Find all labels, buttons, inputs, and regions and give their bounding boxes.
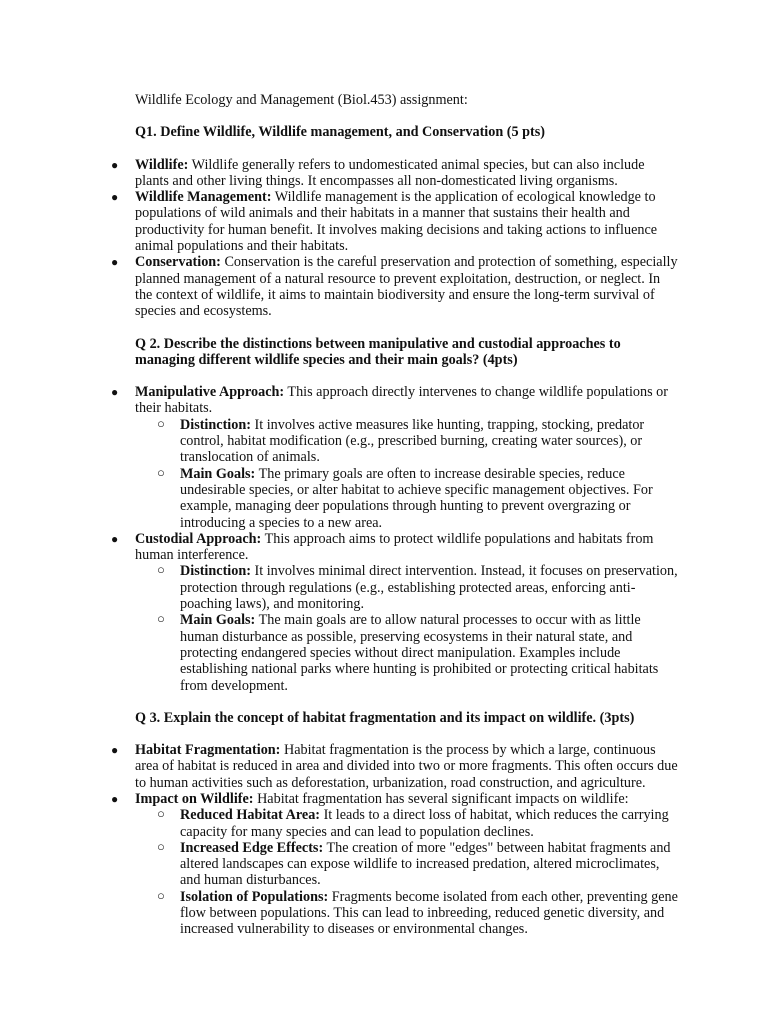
sub-list-item (157, 464, 680, 531)
definition: Habitat fragmentation has several significant impacts on wildlife: (253, 790, 629, 807)
question-3-answer-list (111, 742, 680, 938)
definition: It involves active measures like hunting, trapping, stocking, predator control, habitat modification (e.g., prescribed burning, creating water sources), or translocation of animals. (180, 416, 645, 466)
document-body (111, 92, 680, 954)
definition: Conservation is the careful preservation and protection of something, especially planned management of a natural resource to prevent exploitation, destruction, or neglect. In the context of wildlife, it aims to maintain biodiversity and ensure the long-term survival of species and ecosystems. (135, 254, 678, 320)
question-1-heading: Q1. Define Wildlife, Wildlife management, and Conservation (5 pts) (135, 124, 546, 141)
bullet-disc-icon: ● (111, 385, 119, 400)
question-3-heading: Q 3. Explain the concept of habitat fragmentation and its impact on wildlife. (3pts) (135, 709, 635, 726)
bullet-circle-icon: ○ (157, 611, 165, 627)
definition: The creation of more "edges" between habitat fragments and altered landscapes can expose wildlife to increased predation, altered microclimates, and human disturbances. (180, 839, 671, 889)
term: Reduced Habitat Area: (180, 807, 321, 824)
bullet-disc-icon: ● (111, 190, 119, 205)
term: Manipulative Approach: (135, 384, 285, 401)
definition: Wildlife generally refers to undomesticated animal species, but can also include plants and other living things. It encompasses all non-domesticated living organisms. (135, 156, 645, 189)
bullet-circle-icon: ○ (157, 464, 165, 480)
bullet-disc-icon: ● (111, 743, 119, 758)
definition: Habitat fragmentation is the process by which a large, continuous area of habitat is reduced in area and divided into two or more fragments. This often occurs due to human activities such as deforestation, urbanization, road construction, and agriculture. (135, 742, 678, 791)
definition: Wildlife management is the application of ecological knowledge to populations of wild animals and their habitats in a manner that sustains their health and productivity for human benefit. It involves making decisions and taking actions to influence animal populations and their habitats. (135, 189, 658, 255)
sub-list-item (157, 806, 680, 840)
list-item (111, 254, 680, 320)
sub-list-item (157, 415, 680, 466)
bullet-circle-icon: ○ (157, 838, 165, 854)
sub-list-item (157, 887, 680, 938)
term: Increased Edge Effects: (180, 839, 324, 856)
list-item (111, 790, 680, 938)
question-2-answer-list (111, 384, 680, 694)
term: Distinction: (180, 416, 251, 433)
bullet-circle-icon: ○ (157, 415, 165, 431)
bullet-disc-icon: ● (111, 791, 119, 806)
bullet-disc-icon: ● (111, 531, 119, 546)
list-item (111, 742, 680, 791)
term: Main Goals: (180, 465, 256, 482)
term: Wildlife: (135, 156, 189, 173)
sub-list (135, 807, 680, 937)
question-1-answer-list (111, 156, 680, 320)
list-item (111, 530, 680, 694)
term: Habitat Fragmentation: (135, 742, 281, 759)
list-item (111, 156, 680, 190)
bullet-circle-icon: ○ (157, 806, 165, 822)
question-2-heading: Q 2. Describe the distinctions between manipulative and custodial approaches to managing different wildlife species and their main goals? (4pts) (135, 335, 621, 368)
bullet-disc-icon: ● (111, 157, 119, 172)
assignment-title: Wildlife Ecology and Management (Biol.453) assignment: (135, 92, 468, 108)
term: Conservation: (135, 254, 221, 271)
definition: This approach directly intervenes to change wildlife populations or their habitats. (135, 384, 668, 417)
term: Isolation of Populations: (180, 888, 329, 905)
definition: It involves minimal direct intervention. Instead, it focuses on preservation, protection through regulations (e.g., establishing protected areas, enforcing anti-poaching laws), and monitoring. (180, 563, 678, 613)
sub-list-item (157, 562, 680, 613)
definition: The main goals are to allow natural processes to occur with as little human disturbance as possible, preserving ecosystems in their natural state, and protecting endangered species without direct manipulation. Examples include establishing national parks where hunting is prohibited or protecting critical habitats from development. (180, 612, 659, 694)
definition: This approach aims to protect wildlife populations and habitats from human interference. (135, 530, 654, 564)
bullet-circle-icon: ○ (157, 562, 165, 578)
definition: Fragments become isolated from each other, preventing gene flow between populations. This can lead to inbreeding, reduced genetic diversity, and increased vulnerability to diseases or environmental changes. (180, 888, 678, 938)
term: Main Goals: (180, 612, 256, 629)
list-item (111, 384, 680, 531)
sub-list-item (157, 611, 680, 694)
term: Impact on Wildlife: (135, 790, 254, 807)
term: Distinction: (180, 563, 251, 580)
term: Custodial Approach: (135, 530, 262, 547)
definition: It leads to a direct loss of habitat, which reduces the carrying capacity for many species and can lead to population declines. (180, 807, 669, 840)
term: Wildlife Management: (135, 189, 272, 206)
sub-list-item (157, 838, 680, 889)
bullet-disc-icon: ● (111, 255, 119, 270)
sub-list (135, 417, 680, 531)
definition: The primary goals are often to increase desirable species, reduce undesirable species, or alter habitat to achieve specific management objectives. For example, managing deer populations through hunting to prevent overgrazing or introducing a species to a new area. (180, 465, 653, 531)
bullet-circle-icon: ○ (157, 887, 165, 903)
list-item (111, 189, 680, 255)
sub-list (135, 563, 680, 693)
